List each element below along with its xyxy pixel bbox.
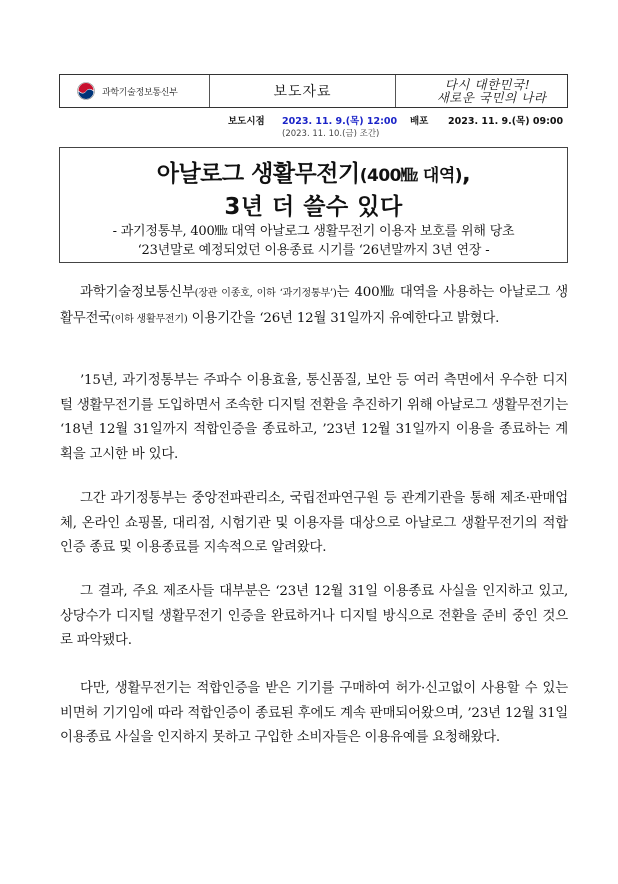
subtitle-line-2: ‘23년말로 예정되었던 이용종료 시기를 ‘26년말까지 3년 연장 - (137, 243, 490, 258)
subtitle-line-1: - 과기정통부, 400㎒ 대역 아날로그 생활무전기 이용자 보호를 위해 당초 (112, 224, 515, 239)
paragraph-2: ’15년, 과기정통부는 주파수 이용효율, 통신품질, 보안 등 여러 측면에서 우수한 디지털 생활무전기를 도입하면서 조속한 디지털 전환을 추진하기 위해 아날로그 생활무전기는 ‘18년 12월 31일까지 적합인증을 종료하고, ’23년 12월 31일까지 이용을 종료하는 계획을 고시한 바 있다. (60, 373, 568, 462)
title-box (59, 147, 568, 263)
paper-date: (2023. 11. 10.(금) 조간) (282, 129, 380, 139)
paragraph-4: 그 결과, 주요 제조사들 대부분은 ‘23년 12월 31일 이용종료 사실을 인지하고 있고, 상당수가 디지털 생활무전기 인증을 완료하거나 디지털 방식으로 전환을 준비 중인 것으로 파악됐다. (60, 584, 568, 648)
ministry-block (60, 75, 210, 107)
distribution-datetime: 2023. 11. 9.(목) 09:00 (448, 116, 564, 127)
release-datetime: 2023. 11. 9.(목) 12:00 (282, 116, 398, 127)
slogan-logo (396, 75, 567, 107)
government-emblem-icon (76, 81, 96, 101)
slogan-line-1: 다시 대한민국! (444, 77, 531, 92)
paragraph-5: 다만, 생활무전기는 적합인증을 받은 기기를 구매하여 허가·신고없이 사용할 수 있는 비면허 기기임에 따라 적합인증이 종료된 후에도 계속 판매되어왔으며, ’23년 12월 31일 이용종료 사실을 인지하지 못하고 구입한 소비자들은 이용유예를 요청해왔다. (60, 681, 568, 745)
main-title-line-2: 3년 더 쓸수 있다 (224, 194, 403, 220)
distribution-label: 배포 (410, 116, 429, 127)
paragraph-1: 과학기술정보통신부(장관 이종호, 이하 ‘과기정통부’)는 400㎒ 대역을 사용하는 아날로그 생활무전국(이하 생활무전기) 이용기간을 ‘26년 12월 31일까지 유예한다고 밝혔다. (60, 285, 568, 326)
header-box (59, 74, 568, 108)
ministry-name: 과학기술정보통신부 (102, 87, 178, 98)
main-title-line-1: 아날로그 생활무전기(400㎒ 대역), (156, 161, 471, 187)
release-label: 보도시점 (228, 116, 265, 127)
doc-type: 보도자료 (210, 75, 396, 107)
slogan-line-2: 새로운 국민의 나라 (436, 90, 547, 105)
paragraph-3: 그간 과기정통부는 중앙전파관리소, 국립전파연구원 등 관계기관을 통해 제조·판매업체, 온라인 쇼핑몰, 대리점, 시험기관 및 이용자를 대상으로 아날로그 생활무전기의 적합인증 종료 및 이용종료를 지속적으로 알려왔다. (60, 491, 568, 555)
